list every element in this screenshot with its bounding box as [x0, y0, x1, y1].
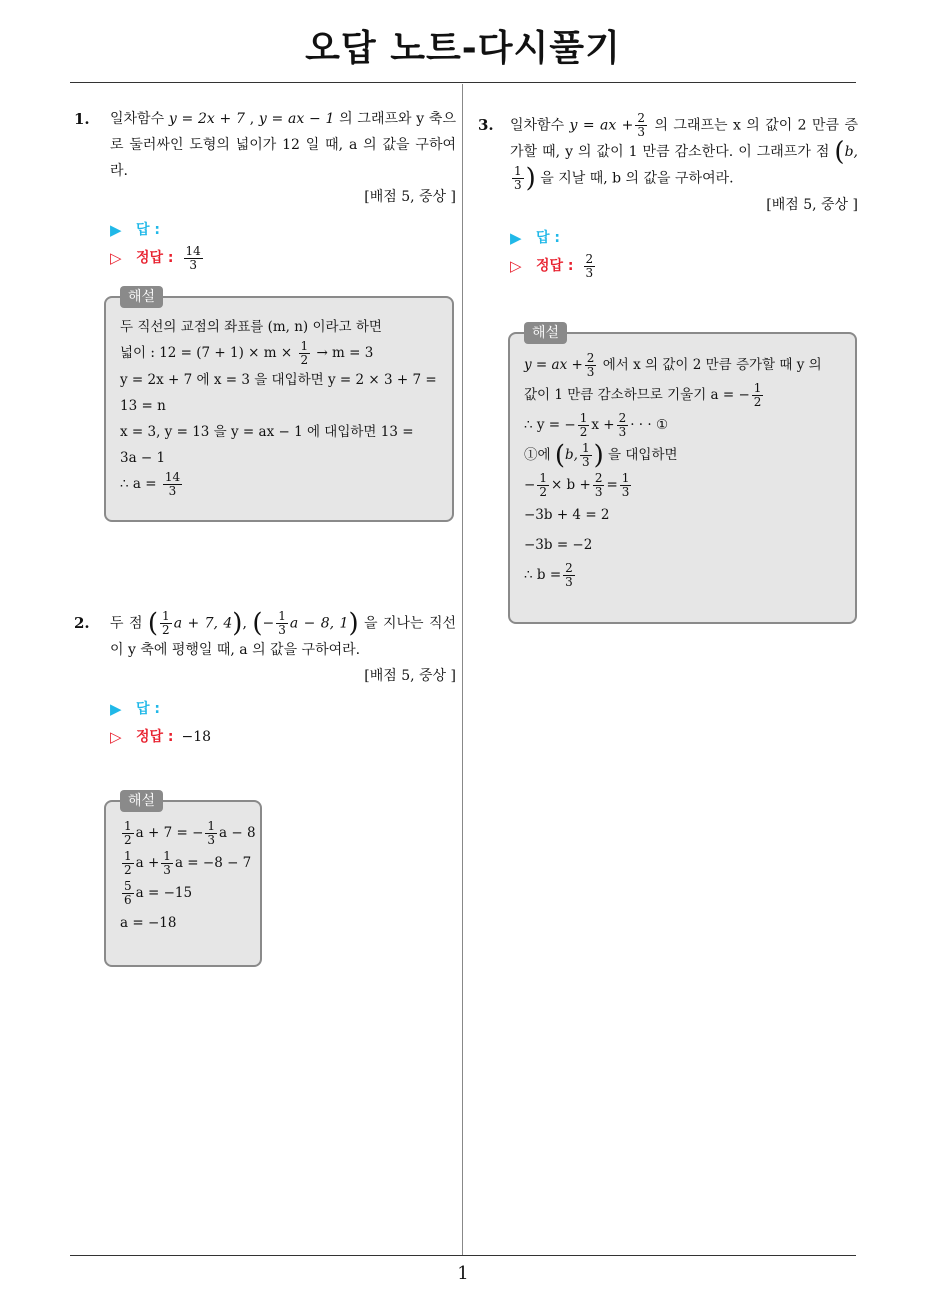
numerator: 1 — [124, 819, 132, 833]
numerator: 1 — [163, 849, 171, 863]
problem-text — [510, 112, 858, 192]
solution-line: 3a − 1 — [120, 450, 166, 466]
numerator: 1 — [162, 609, 170, 623]
denominator: 3 — [189, 257, 197, 272]
footer-rule — [70, 1255, 856, 1256]
text-part: 의 그래프는 x 의 값이 2 만큼 증가할 때, y 의 값이 1 만큼 감소한다. 이 그래프가 점 — [510, 117, 859, 160]
problem-number: 3. — [478, 116, 494, 134]
numerator: 1 — [753, 381, 762, 395]
solution-text: a = −15 — [135, 885, 193, 901]
denominator: 2 — [124, 833, 132, 847]
score-meta: [배점 5, 중상 ] — [766, 197, 858, 213]
fraction — [122, 820, 134, 847]
denominator: 3 — [594, 485, 603, 499]
numerator: 1 — [539, 471, 547, 485]
correct-label: 정답 : — [136, 729, 174, 745]
numerator: 5 — [124, 879, 132, 893]
paren: ) — [593, 440, 604, 471]
solution-line — [120, 848, 252, 878]
denominator: 3 — [163, 863, 171, 877]
solution-line: 두 직선의 교점의 좌표를 (m, n) 이라고 하면 — [120, 319, 382, 335]
denominator: 3 — [514, 178, 522, 192]
fraction — [163, 471, 182, 498]
solution-line — [524, 380, 841, 410]
solution-line: −3b + 4 = 2 — [524, 507, 610, 523]
numerator: 2 — [585, 251, 594, 266]
fraction — [593, 472, 605, 499]
equation: y = 2x + 7 — [168, 111, 245, 127]
answer-label: 답 : — [536, 230, 560, 246]
equation: y = ax − 1 — [258, 111, 335, 127]
fraction — [635, 112, 647, 139]
numerator: 2 — [586, 351, 595, 365]
correct-answer-row — [510, 252, 858, 280]
denominator: 2 — [579, 425, 588, 439]
solution-line: −3b = −2 — [524, 537, 593, 553]
solution-text: ∴ b = — [524, 567, 562, 583]
play-outline-icon: ▷ — [110, 249, 122, 267]
solution-line: 13 = n — [120, 398, 166, 414]
solution-text: ∴ a = — [120, 476, 157, 492]
solution-line: y = 2x + 7 에 x = 3 을 대입하면 y = 2 × 3 + 7 = — [120, 372, 437, 388]
solution-text: ∴ y = − — [524, 417, 576, 433]
play-icon: ▶ — [110, 221, 122, 239]
numerator: 1 — [278, 609, 286, 623]
numerator: 1 — [207, 819, 216, 833]
play-outline-icon: ▷ — [510, 257, 522, 275]
paren: ( — [554, 440, 565, 471]
denominator: 2 — [162, 623, 170, 637]
solution-box-1 — [104, 289, 454, 522]
column-divider — [462, 84, 463, 1255]
fraction — [161, 850, 173, 877]
solution-line — [120, 471, 438, 498]
numerator: 2 — [637, 111, 646, 125]
fraction — [512, 165, 524, 192]
fraction — [752, 382, 764, 409]
denominator: 6 — [124, 893, 132, 907]
solution-text: y = ax + — [524, 357, 583, 373]
fraction — [160, 610, 172, 637]
denominator: 3 — [581, 455, 590, 469]
fraction — [617, 412, 629, 439]
text-part: 두 점 — [110, 615, 143, 632]
denominator: 3 — [621, 485, 630, 499]
fraction — [205, 820, 217, 847]
fraction — [122, 880, 134, 907]
text-part: 일차함수 — [510, 117, 565, 134]
point-coord: b, — [844, 144, 858, 160]
solution-text: a + 7 = − — [135, 825, 204, 841]
solution-line — [524, 470, 841, 500]
fraction — [580, 442, 592, 469]
numerator: 2 — [565, 561, 573, 575]
solution-label: 해설 — [120, 286, 163, 308]
denominator: 2 — [753, 395, 762, 409]
solution-text: x + — [591, 417, 615, 433]
text-part: 을 지나는 직선이 y 축에 평행일 때, a 의 값을 구하여라. — [110, 615, 456, 658]
fraction — [563, 562, 575, 589]
problem-3 — [478, 112, 858, 280]
fraction — [620, 472, 632, 499]
text-part: 을 지날 때, b 의 값을 구하여라. — [540, 170, 734, 187]
solution-line: x = 3, y = 13 을 y = ax − 1 에 대입하면 13 = — [120, 424, 414, 440]
solution-box-2 — [104, 793, 262, 967]
numerator: 14 — [185, 243, 201, 258]
paren: ( — [252, 608, 263, 639]
solution-text: 넓이 : 12 = (7 + 1) × m × — [120, 345, 293, 361]
solution-line: a = −18 — [120, 915, 177, 931]
problem-1 — [74, 106, 456, 272]
solution-text: a = −8 − 7 — [174, 855, 252, 871]
solution-line — [524, 410, 841, 440]
solution-line — [120, 818, 256, 848]
paren: ) — [525, 163, 536, 194]
correct-answer-row — [110, 723, 456, 751]
solution-line — [524, 440, 841, 470]
solution-text: ①에 — [524, 447, 551, 463]
point-coord: a − 8, 1 — [289, 615, 349, 632]
solution-text: b, — [565, 447, 578, 463]
answer-label: 답 : — [136, 701, 160, 717]
paren: ( — [834, 137, 845, 167]
text-part: 일차함수 — [110, 111, 165, 127]
solution-text: → m = 3 — [316, 345, 374, 361]
fraction — [299, 340, 311, 367]
answer-row — [110, 216, 456, 244]
denominator: 3 — [585, 265, 594, 280]
denominator: 3 — [637, 125, 646, 139]
denominator: 3 — [278, 623, 286, 637]
equation: y = ax + — [569, 117, 634, 134]
denominator: 2 — [300, 353, 309, 367]
solution-line — [120, 340, 438, 367]
problem-text: 두 점 ( $\frac{1}{2}$ a + 7, 4), (− $\frac{1}{3}$ a − 8, 1) 을 지나는 직선이 y 축에 평행일 때, a 의 값을 구하여라. — [110, 608, 456, 658]
denominator: 3 — [168, 484, 177, 498]
correct-answer-value — [184, 245, 203, 272]
paren: ( — [147, 608, 159, 639]
play-icon: ▶ — [510, 229, 522, 247]
denominator: 3 — [565, 575, 573, 589]
solution-text: 에서 x 의 값이 2 만큼 증가할 때 y 의 — [602, 357, 822, 373]
solution-label: 해설 — [120, 790, 163, 812]
answer-row — [510, 224, 858, 252]
numerator: 1 — [124, 849, 132, 863]
problem-2 — [74, 610, 456, 751]
numerator: 2 — [618, 411, 627, 425]
page-number: 1 — [457, 1263, 469, 1284]
solution-text: a − 8 — [219, 825, 256, 841]
header-rule — [70, 82, 856, 83]
denominator: 3 — [586, 365, 595, 379]
problem-number: 1. — [74, 110, 90, 128]
solution-text: · · · ① — [630, 417, 669, 433]
solution-text: × b + — [550, 477, 591, 493]
correct-label: 정답 : — [136, 250, 174, 266]
numerator: 1 — [514, 164, 522, 178]
text-part: 의 그래프와 y 축으로 둘러싸인 도형의 넓이가 12 일 때, a 의 값을 구하여라. — [110, 111, 456, 179]
play-icon: ▶ — [110, 700, 122, 718]
solution-label: 해설 — [524, 322, 567, 344]
denominator: 3 — [207, 833, 216, 847]
answer-label: 답 : — [136, 222, 160, 238]
score-meta: [배점 5, 중상 ] — [364, 189, 456, 205]
solution-line — [524, 350, 841, 380]
numerator: 1 — [621, 471, 630, 485]
solution-line — [120, 878, 246, 908]
denominator: 2 — [539, 485, 547, 499]
problem-number: 2. — [74, 614, 90, 632]
paren: ) — [232, 608, 243, 639]
fraction — [578, 412, 590, 439]
fraction — [122, 850, 134, 877]
fraction — [276, 610, 288, 637]
fraction — [537, 472, 549, 499]
solution-text: − — [524, 477, 536, 493]
denominator: 3 — [618, 425, 627, 439]
solution-text: 값이 1 만큼 감소하므로 기울기 a = − — [524, 387, 750, 403]
solution-box-3 — [508, 325, 857, 624]
numerator: 1 — [300, 339, 309, 353]
denominator: 2 — [124, 863, 132, 877]
separator: , — [249, 111, 255, 127]
correct-answer-value: −18 — [181, 729, 212, 745]
correct-answer-value — [584, 253, 596, 280]
correct-label: 정답 : — [536, 258, 574, 274]
solution-line — [524, 560, 841, 590]
numerator: 14 — [164, 470, 181, 484]
page-title: 오답 노트-다시풀기 — [305, 28, 621, 69]
paren: ) — [348, 608, 359, 639]
solution-text: a + — [135, 855, 160, 871]
solution-text: 을 대입하면 — [608, 447, 678, 463]
solution-text: = — [606, 477, 618, 493]
numerator: 1 — [581, 441, 590, 455]
numerator: 1 — [579, 411, 588, 425]
fraction — [585, 352, 597, 379]
problem-text — [110, 106, 456, 184]
answer-row — [110, 695, 456, 723]
correct-answer-row — [110, 244, 456, 272]
play-outline-icon: ▷ — [110, 728, 122, 746]
point-coord: a + 7, 4 — [173, 615, 233, 632]
score-meta: [배점 5, 중상 ] — [364, 668, 456, 684]
numerator: 2 — [594, 471, 603, 485]
